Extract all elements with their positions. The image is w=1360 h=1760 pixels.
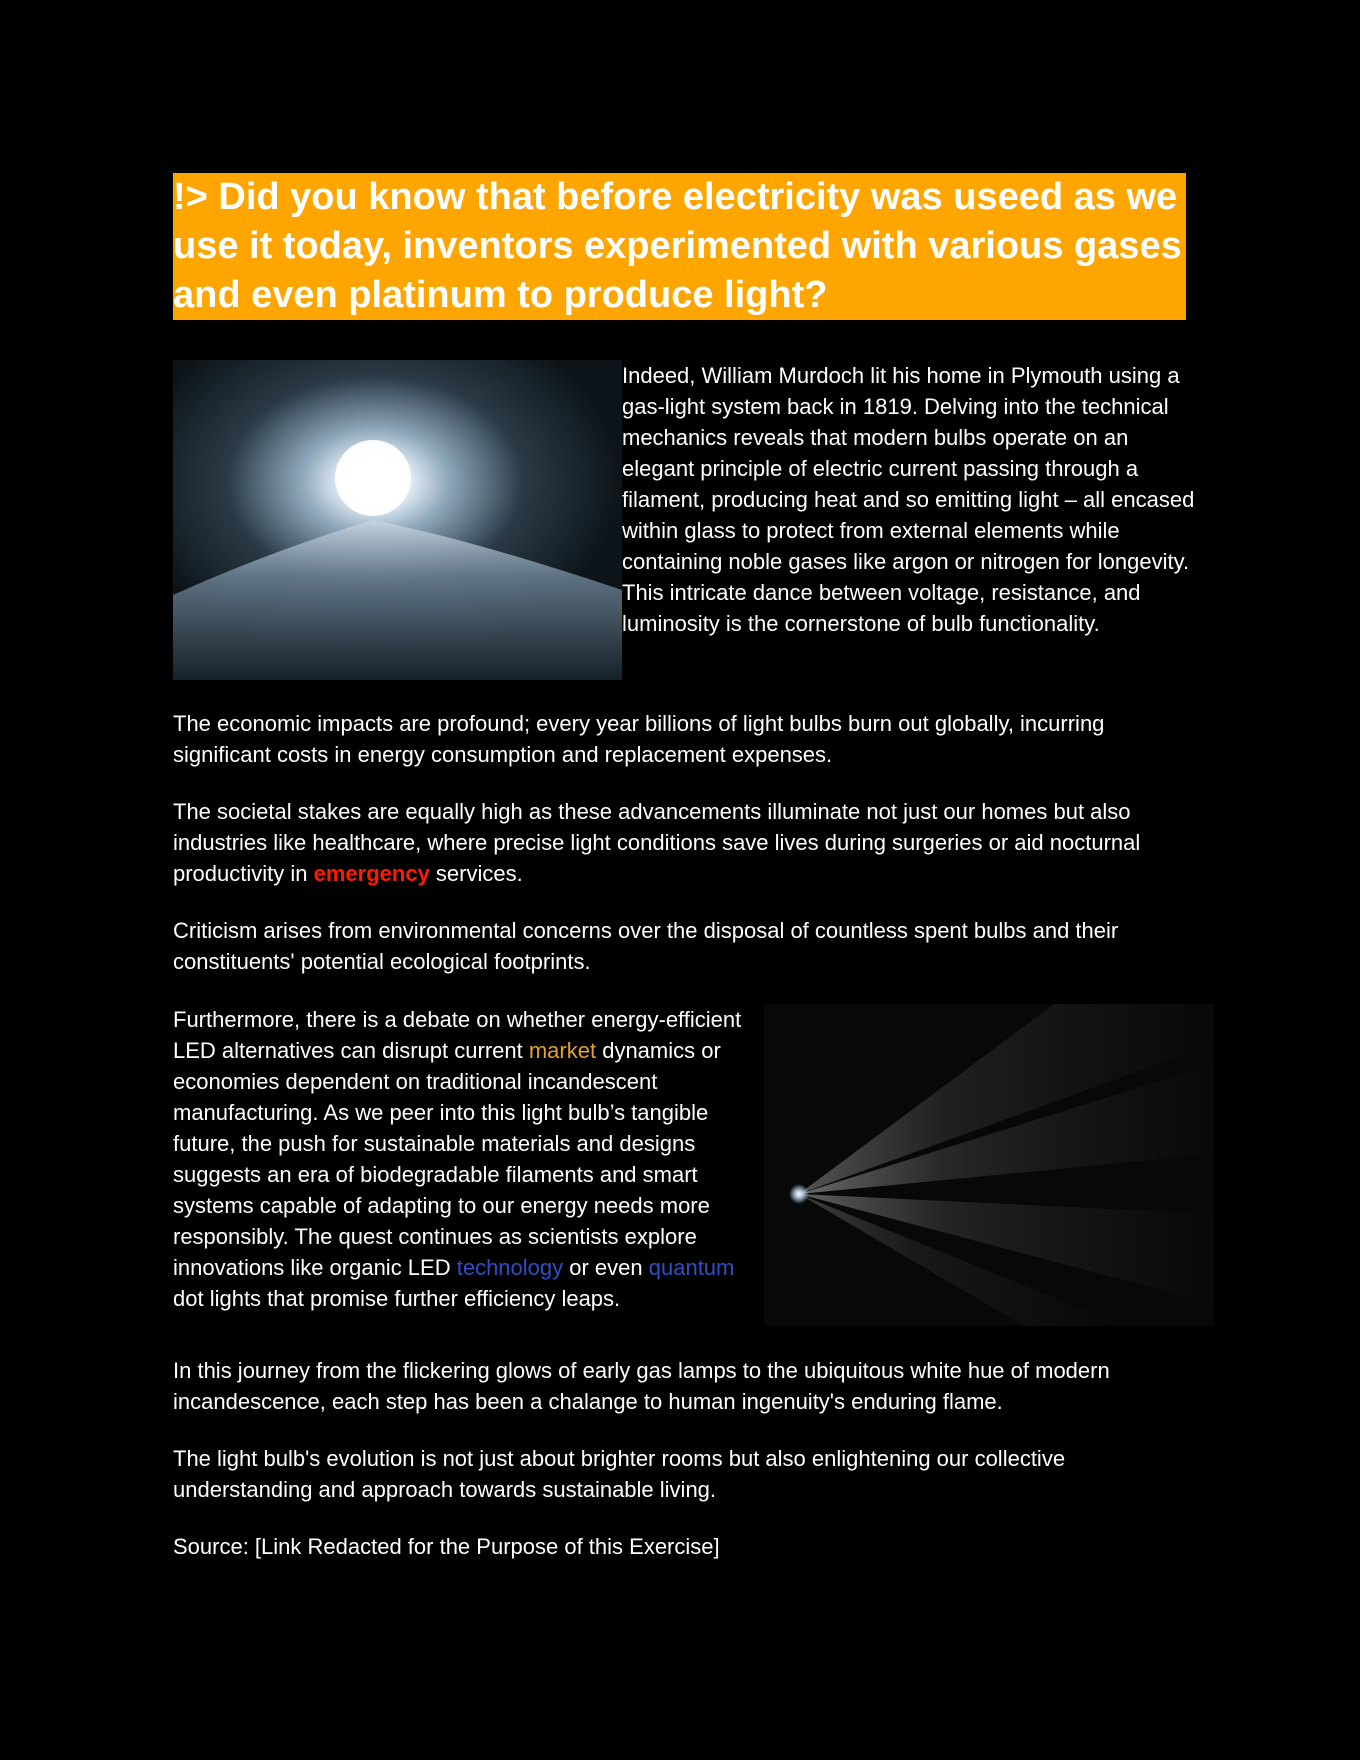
societal-text-after: services.: [429, 861, 523, 886]
technology-emphasis: technology: [456, 1255, 564, 1280]
debate-section: [173, 1004, 1214, 1326]
debate-paragraph: [173, 1004, 763, 1314]
intro-section: [173, 360, 1213, 680]
debate-text-d: dot lights that promise further efficiency leaps.: [173, 1286, 621, 1311]
debate-text-c: or even: [563, 1255, 649, 1280]
journey-paragraph: In this journey from the flickering glows of early gas lamps to the ubiquitous white hue of modern incandescence, each step has been a chalange to human ingenuity's enduring flame.: [173, 1358, 1110, 1414]
societal-text-before: The societal stakes are equally high as these advancements illuminate not just our homes but also industries like healthcare, where precise light conditions save lives during surgeries or aid nocturnal productivity in: [173, 799, 1141, 886]
debate-text-b: dynamics or economies dependent on traditional incandescent manufacturing. As we peer into this light bulb’s tangible future, the push for sustainable materials and designs suggests an era of biodegradable filaments and smart systems capable of adapting to our energy needs more responsibly. The quest continues as scientists explore innovations like organic LED: [173, 1038, 721, 1280]
market-emphasis: market: [528, 1038, 597, 1063]
quantum-emphasis: quantum: [648, 1255, 735, 1280]
evolution-paragraph: The light bulb's evolution is not just about brighter rooms but also enlightening our collective understanding and approach towards sustainable living.: [173, 1446, 1066, 1502]
headline: !> Did you know that before electricity was useed as we use it today, inventors experimented with various gases and even platinum to produce light?: [173, 173, 1186, 320]
glowing-light-image: [173, 360, 622, 680]
criticism-paragraph: Criticism arises from environmental concerns over the disposal of countless spent bulbs and their constituents' potential ecological footprints.: [173, 918, 1119, 974]
source-line: Source: [Link Redacted for the Purpose of this Exercise]: [173, 1534, 720, 1559]
light-beam-image: [764, 1004, 1214, 1326]
economic-paragraph: The economic impacts are profound; every year billions of light bulbs burn out globally, incurring significant costs in energy consumption and replacement expenses.: [173, 711, 1105, 767]
article: [173, 173, 1213, 1562]
societal-paragraph: [173, 796, 1173, 889]
intro-paragraph: Indeed, William Murdoch lit his home in Plymouth using a gas-light system back in 1819. Delving into the technical mechanics reveals that modern bulbs operate on an elegant principle of electric current passing through a filament, producing heat and so emitting light – all encased within glass to protect from external elements while containing noble gases like argon or nitrogen for longevity. This intricate dance between voltage, resistance, and luminosity is the cornerstone of bulb functionality.: [622, 363, 1195, 636]
debate-text-a: Furthermore, there is a debate on whether energy-efficient LED alternatives can disrupt current: [173, 1007, 742, 1063]
emergency-emphasis: emergency: [313, 861, 430, 886]
